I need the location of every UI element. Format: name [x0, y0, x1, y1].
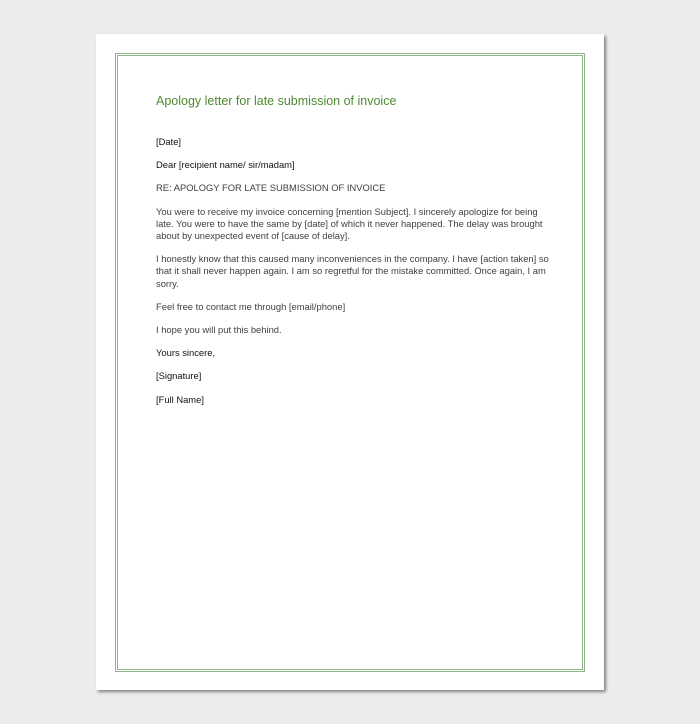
- salutation: Dear [recipient name/ sir/madam]: [156, 159, 295, 171]
- paragraph: I honestly know that this caused many inconveniences in the company. I have [action taken] so that it shall never happen again. I am so regretful for the mistake committed. Once again, I am sorry.: [156, 253, 549, 289]
- document-page: [96, 34, 604, 690]
- date-line: [Date]: [156, 136, 182, 147]
- closing: Yours sincere,: [156, 347, 216, 359]
- letter-body: [156, 94, 551, 417]
- subject-line: RE: APOLOGY FOR LATE SUBMISSION OF INVOICE: [156, 182, 386, 194]
- full-name: [Full Name]: [156, 393, 204, 405]
- paragraph: You were to receive my invoice concerning [mention Subject]. I sincerely apologize for being late. You were to have the same by [date] of which it never happened. The delay was brought about by unexpected event of [cause of delay].: [156, 205, 543, 242]
- signature: [Signature]: [156, 370, 202, 382]
- letter-title: Apology letter for late submission of invoice: [156, 94, 397, 108]
- paragraph: I hope you will put this behind.: [156, 324, 282, 336]
- paragraph: Feel free to contact me through [email/phone]: [156, 300, 346, 312]
